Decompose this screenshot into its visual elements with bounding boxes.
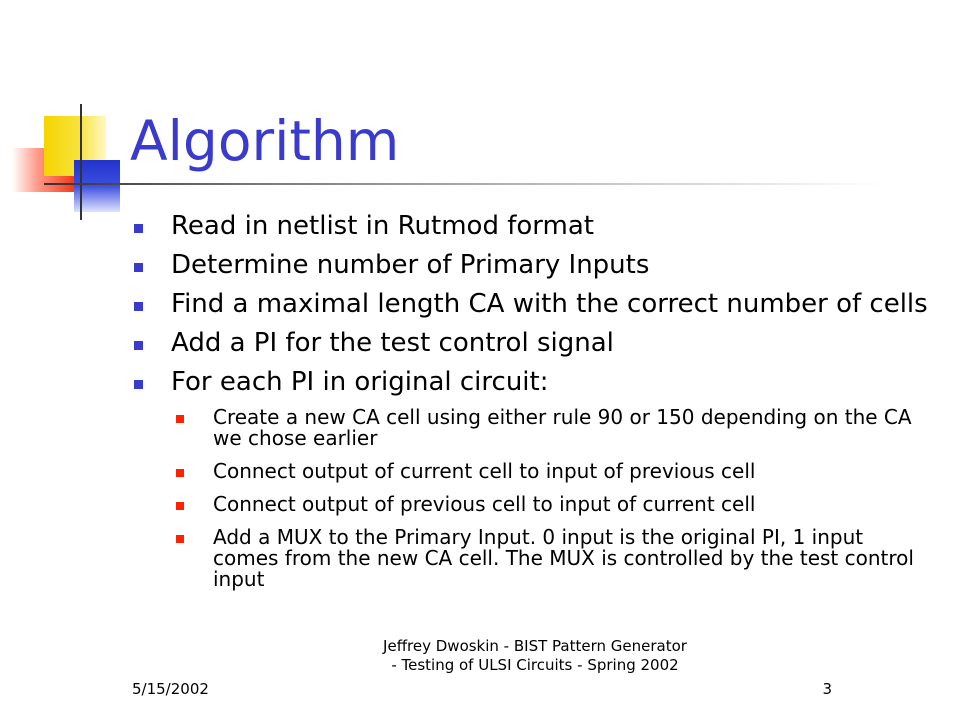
square-bullet-icon (134, 302, 143, 311)
sub-bullet-text: Add a MUX to the Primary Input. 0 input is the original PI, 1 input comes from the new CA cell. The MUX is controlled by the test control input (213, 525, 914, 591)
sub-bullet-item (176, 461, 934, 482)
bullet-list (134, 212, 934, 602)
slide-title: Algorithm (130, 109, 400, 173)
decorative-vertical-line (80, 104, 82, 220)
square-bullet-icon (134, 380, 143, 389)
square-bullet-icon (176, 415, 184, 423)
square-bullet-icon (134, 341, 143, 350)
sub-bullet-text: Connect output of current cell to input of previous cell (213, 459, 756, 483)
sub-bullet-item (176, 494, 934, 515)
slide-number: 3 (822, 680, 832, 698)
bullet-text: Determine number of Primary Inputs (171, 250, 650, 280)
footer-date: 5/15/2002 (132, 680, 209, 698)
bullet-text: Read in netlist in Rutmod format (171, 211, 594, 241)
bullet-text: Add a PI for the test control signal (171, 328, 614, 358)
bullet-item (134, 368, 934, 396)
square-bullet-icon (176, 469, 184, 477)
bullet-text: Find a maximal length CA with the correct number of cells (171, 289, 928, 319)
sub-bullet-text: Connect output of previous cell to input of current cell (213, 492, 756, 516)
bullet-item (134, 329, 934, 357)
square-bullet-icon (134, 224, 143, 233)
footer-text: Jeffrey Dwoskin - BIST Pattern Generator - Testing of ULSI Circuits - Spring 2002 (383, 637, 687, 674)
title-underline (44, 183, 884, 185)
square-bullet-icon (176, 535, 184, 543)
sub-bullet-item (176, 407, 934, 449)
bullet-item (134, 251, 934, 279)
sub-bullet-item (176, 527, 934, 590)
bullet-item (134, 212, 934, 240)
sub-bullet-text: Create a new CA cell using either rule 90 or 150 depending on the CA we chose earlier (213, 405, 912, 450)
square-bullet-icon (134, 263, 143, 272)
square-bullet-icon (176, 502, 184, 510)
bullet-text: For each PI in original circuit: (171, 367, 549, 397)
bullet-item (134, 290, 934, 318)
